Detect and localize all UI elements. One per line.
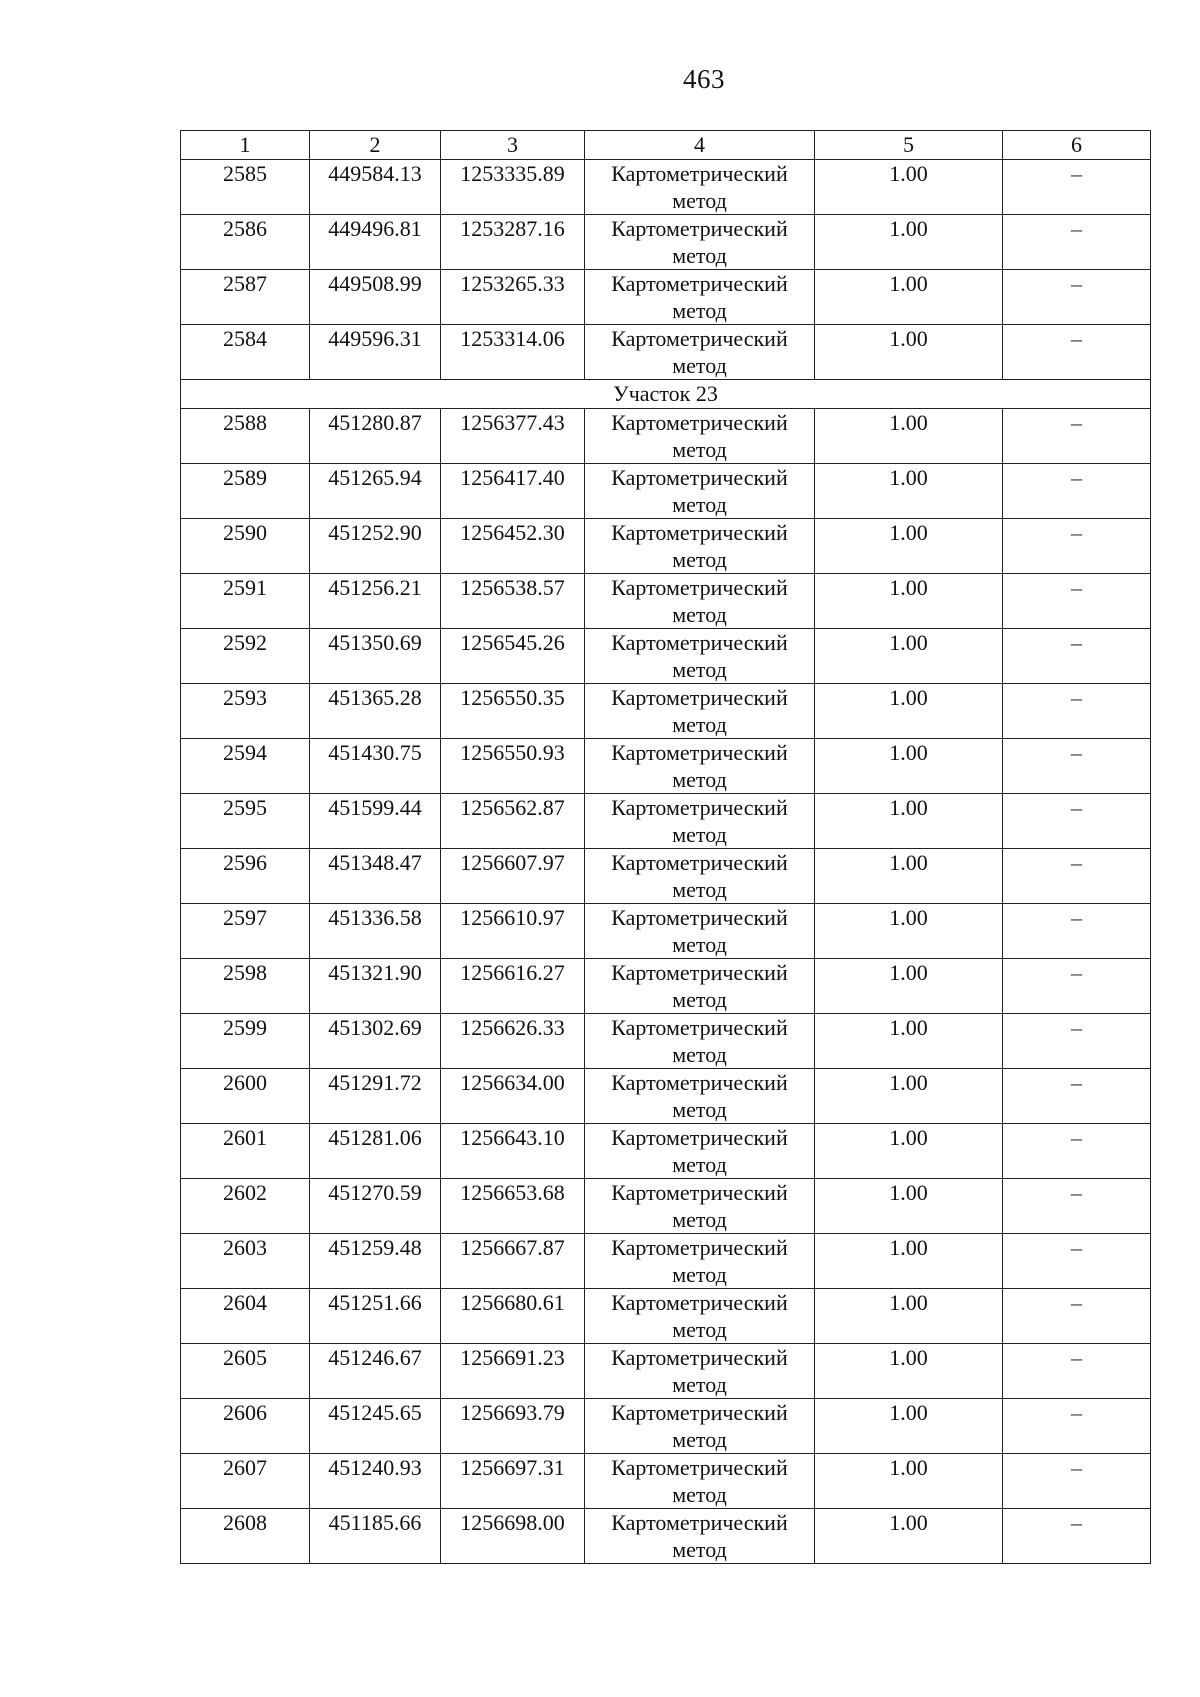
accuracy-cell: 1.00 — [815, 409, 1003, 464]
point-number-cell: 2604 — [181, 1289, 310, 1344]
note-cell: – — [1003, 1509, 1151, 1564]
x-coordinate-cell: 451281.06 — [310, 1124, 441, 1179]
point-number-cell: 2585 — [181, 160, 310, 215]
x-coordinate-cell: 451291.72 — [310, 1069, 441, 1124]
y-coordinate-cell: 1256693.79 — [441, 1399, 585, 1454]
x-coordinate-cell: 451365.28 — [310, 684, 441, 739]
y-coordinate-cell: 1256698.00 — [441, 1509, 585, 1564]
x-coordinate-cell: 449584.13 — [310, 160, 441, 215]
accuracy-cell: 1.00 — [815, 1454, 1003, 1509]
x-coordinate-cell: 451246.67 — [310, 1344, 441, 1399]
accuracy-cell: 1.00 — [815, 794, 1003, 849]
method-cell: Картометрический метод — [585, 629, 815, 684]
y-coordinate-cell: 1256417.40 — [441, 464, 585, 519]
note-cell: – — [1003, 160, 1151, 215]
method-cell: Картометрический метод — [585, 1124, 815, 1179]
accuracy-cell: 1.00 — [815, 215, 1003, 270]
accuracy-cell: 1.00 — [815, 1124, 1003, 1179]
point-number-cell: 2596 — [181, 849, 310, 904]
x-coordinate-cell: 449508.99 — [310, 270, 441, 325]
point-number-cell: 2588 — [181, 409, 310, 464]
method-cell: Картометрический метод — [585, 1289, 815, 1344]
note-cell: – — [1003, 1344, 1151, 1399]
column-header: 1 — [181, 131, 310, 160]
table-row — [181, 1124, 1151, 1179]
x-coordinate-cell: 451185.66 — [310, 1509, 441, 1564]
method-cell: Картометрический метод — [585, 270, 815, 325]
method-cell: Картометрический метод — [585, 574, 815, 629]
method-cell: Картометрический метод — [585, 1399, 815, 1454]
table-row — [181, 684, 1151, 739]
section-row — [181, 380, 1151, 409]
table-row — [181, 794, 1151, 849]
method-cell: Картометрический метод — [585, 464, 815, 519]
x-coordinate-cell: 451321.90 — [310, 959, 441, 1014]
method-cell: Картометрический метод — [585, 325, 815, 380]
note-cell: – — [1003, 959, 1151, 1014]
method-cell: Картометрический метод — [585, 1344, 815, 1399]
y-coordinate-cell: 1256616.27 — [441, 959, 585, 1014]
table-row — [181, 1179, 1151, 1234]
section-title: Участок 23 — [181, 380, 1151, 409]
table-row — [181, 959, 1151, 1014]
note-cell: – — [1003, 1069, 1151, 1124]
note-cell: – — [1003, 739, 1151, 794]
x-coordinate-cell: 451302.69 — [310, 1014, 441, 1069]
accuracy-cell: 1.00 — [815, 1069, 1003, 1124]
accuracy-cell: 1.00 — [815, 739, 1003, 794]
y-coordinate-cell: 1253314.06 — [441, 325, 585, 380]
x-coordinate-cell: 451245.65 — [310, 1399, 441, 1454]
point-number-cell: 2595 — [181, 794, 310, 849]
accuracy-cell: 1.00 — [815, 959, 1003, 1014]
coordinates-table — [180, 130, 1151, 1564]
point-number-cell: 2586 — [181, 215, 310, 270]
accuracy-cell: 1.00 — [815, 629, 1003, 684]
y-coordinate-cell: 1256550.35 — [441, 684, 585, 739]
x-coordinate-cell: 451430.75 — [310, 739, 441, 794]
x-coordinate-cell: 451252.90 — [310, 519, 441, 574]
x-coordinate-cell: 449496.81 — [310, 215, 441, 270]
x-coordinate-cell: 449596.31 — [310, 325, 441, 380]
table-row — [181, 1344, 1151, 1399]
table-row — [181, 409, 1151, 464]
note-cell: – — [1003, 215, 1151, 270]
table-row — [181, 904, 1151, 959]
point-number-cell: 2593 — [181, 684, 310, 739]
x-coordinate-cell: 451348.47 — [310, 849, 441, 904]
table-row — [181, 519, 1151, 574]
y-coordinate-cell: 1256610.97 — [441, 904, 585, 959]
table-row — [181, 1069, 1151, 1124]
y-coordinate-cell: 1253335.89 — [441, 160, 585, 215]
method-cell: Картометрический метод — [585, 849, 815, 904]
x-coordinate-cell: 451350.69 — [310, 629, 441, 684]
y-coordinate-cell: 1256550.93 — [441, 739, 585, 794]
table-row — [181, 574, 1151, 629]
accuracy-cell: 1.00 — [815, 1399, 1003, 1454]
table-row — [181, 1234, 1151, 1289]
point-number-cell: 2587 — [181, 270, 310, 325]
y-coordinate-cell: 1256377.43 — [441, 409, 585, 464]
y-coordinate-cell: 1256680.61 — [441, 1289, 585, 1344]
page-number: 463 — [683, 64, 725, 94]
point-number-cell: 2605 — [181, 1344, 310, 1399]
y-coordinate-cell: 1256452.30 — [441, 519, 585, 574]
x-coordinate-cell: 451336.58 — [310, 904, 441, 959]
x-coordinate-cell: 451240.93 — [310, 1454, 441, 1509]
method-cell: Картометрический метод — [585, 160, 815, 215]
accuracy-cell: 1.00 — [815, 1344, 1003, 1399]
y-coordinate-cell: 1256643.10 — [441, 1124, 585, 1179]
note-cell: – — [1003, 1179, 1151, 1234]
table-row — [181, 270, 1151, 325]
note-cell: – — [1003, 1124, 1151, 1179]
accuracy-cell: 1.00 — [815, 1014, 1003, 1069]
point-number-cell: 2584 — [181, 325, 310, 380]
accuracy-cell: 1.00 — [815, 160, 1003, 215]
point-number-cell: 2603 — [181, 1234, 310, 1289]
accuracy-cell: 1.00 — [815, 519, 1003, 574]
point-number-cell: 2602 — [181, 1179, 310, 1234]
accuracy-cell: 1.00 — [815, 849, 1003, 904]
table-row — [181, 1289, 1151, 1344]
x-coordinate-cell: 451265.94 — [310, 464, 441, 519]
note-cell: – — [1003, 1234, 1151, 1289]
table-body — [181, 131, 1151, 1564]
point-number-cell: 2591 — [181, 574, 310, 629]
method-cell: Картометрический метод — [585, 1509, 815, 1564]
y-coordinate-cell: 1256634.00 — [441, 1069, 585, 1124]
note-cell: – — [1003, 464, 1151, 519]
column-header: 6 — [1003, 131, 1151, 160]
point-number-cell: 2594 — [181, 739, 310, 794]
point-number-cell: 2599 — [181, 1014, 310, 1069]
method-cell: Картометрический метод — [585, 1454, 815, 1509]
accuracy-cell: 1.00 — [815, 904, 1003, 959]
column-header: 3 — [441, 131, 585, 160]
note-cell: – — [1003, 1454, 1151, 1509]
point-number-cell: 2592 — [181, 629, 310, 684]
y-coordinate-cell: 1256607.97 — [441, 849, 585, 904]
method-cell: Картометрический метод — [585, 1014, 815, 1069]
y-coordinate-cell: 1256697.31 — [441, 1454, 585, 1509]
method-cell: Картометрический метод — [585, 904, 815, 959]
accuracy-cell: 1.00 — [815, 325, 1003, 380]
note-cell: – — [1003, 684, 1151, 739]
x-coordinate-cell: 451280.87 — [310, 409, 441, 464]
method-cell: Картометрический метод — [585, 684, 815, 739]
table-row — [181, 464, 1151, 519]
column-header: 5 — [815, 131, 1003, 160]
y-coordinate-cell: 1256667.87 — [441, 1234, 585, 1289]
point-number-cell: 2606 — [181, 1399, 310, 1454]
y-coordinate-cell: 1256538.57 — [441, 574, 585, 629]
table-row — [181, 160, 1151, 215]
table-row — [181, 1509, 1151, 1564]
point-number-cell: 2607 — [181, 1454, 310, 1509]
coordinates-table-container — [180, 130, 1150, 1564]
table-row — [181, 1014, 1151, 1069]
note-cell: – — [1003, 1289, 1151, 1344]
method-cell: Картометрический метод — [585, 519, 815, 574]
point-number-cell: 2598 — [181, 959, 310, 1014]
method-cell: Картометрический метод — [585, 215, 815, 270]
table-row — [181, 629, 1151, 684]
point-number-cell: 2608 — [181, 1509, 310, 1564]
note-cell: – — [1003, 519, 1151, 574]
accuracy-cell: 1.00 — [815, 1509, 1003, 1564]
y-coordinate-cell: 1256691.23 — [441, 1344, 585, 1399]
accuracy-cell: 1.00 — [815, 684, 1003, 739]
note-cell: – — [1003, 904, 1151, 959]
note-cell: – — [1003, 1014, 1151, 1069]
y-coordinate-cell: 1256545.26 — [441, 629, 585, 684]
column-header: 2 — [310, 131, 441, 160]
point-number-cell: 2590 — [181, 519, 310, 574]
table-row — [181, 849, 1151, 904]
accuracy-cell: 1.00 — [815, 270, 1003, 325]
method-cell: Картометрический метод — [585, 409, 815, 464]
point-number-cell: 2589 — [181, 464, 310, 519]
accuracy-cell: 1.00 — [815, 464, 1003, 519]
table-row — [181, 1454, 1151, 1509]
accuracy-cell: 1.00 — [815, 1289, 1003, 1344]
note-cell: – — [1003, 794, 1151, 849]
y-coordinate-cell: 1253265.33 — [441, 270, 585, 325]
method-cell: Картометрический метод — [585, 1234, 815, 1289]
note-cell: – — [1003, 409, 1151, 464]
note-cell: – — [1003, 270, 1151, 325]
column-header: 4 — [585, 131, 815, 160]
x-coordinate-cell: 451259.48 — [310, 1234, 441, 1289]
point-number-cell: 2597 — [181, 904, 310, 959]
method-cell: Картометрический метод — [585, 959, 815, 1014]
note-cell: – — [1003, 849, 1151, 904]
note-cell: – — [1003, 325, 1151, 380]
table-row — [181, 215, 1151, 270]
method-cell: Картометрический метод — [585, 794, 815, 849]
table-row — [181, 1399, 1151, 1454]
point-number-cell: 2600 — [181, 1069, 310, 1124]
note-cell: – — [1003, 1399, 1151, 1454]
y-coordinate-cell: 1253287.16 — [441, 215, 585, 270]
method-cell: Картометрический метод — [585, 1069, 815, 1124]
x-coordinate-cell: 451270.59 — [310, 1179, 441, 1234]
x-coordinate-cell: 451256.21 — [310, 574, 441, 629]
x-coordinate-cell: 451251.66 — [310, 1289, 441, 1344]
accuracy-cell: 1.00 — [815, 1179, 1003, 1234]
y-coordinate-cell: 1256653.68 — [441, 1179, 585, 1234]
table-row — [181, 739, 1151, 794]
y-coordinate-cell: 1256626.33 — [441, 1014, 585, 1069]
table-row — [181, 325, 1151, 380]
y-coordinate-cell: 1256562.87 — [441, 794, 585, 849]
accuracy-cell: 1.00 — [815, 1234, 1003, 1289]
note-cell: – — [1003, 629, 1151, 684]
point-number-cell: 2601 — [181, 1124, 310, 1179]
x-coordinate-cell: 451599.44 — [310, 794, 441, 849]
note-cell: – — [1003, 574, 1151, 629]
method-cell: Картометрический метод — [585, 1179, 815, 1234]
accuracy-cell: 1.00 — [815, 574, 1003, 629]
method-cell: Картометрический метод — [585, 739, 815, 794]
table-header-row — [181, 131, 1151, 160]
